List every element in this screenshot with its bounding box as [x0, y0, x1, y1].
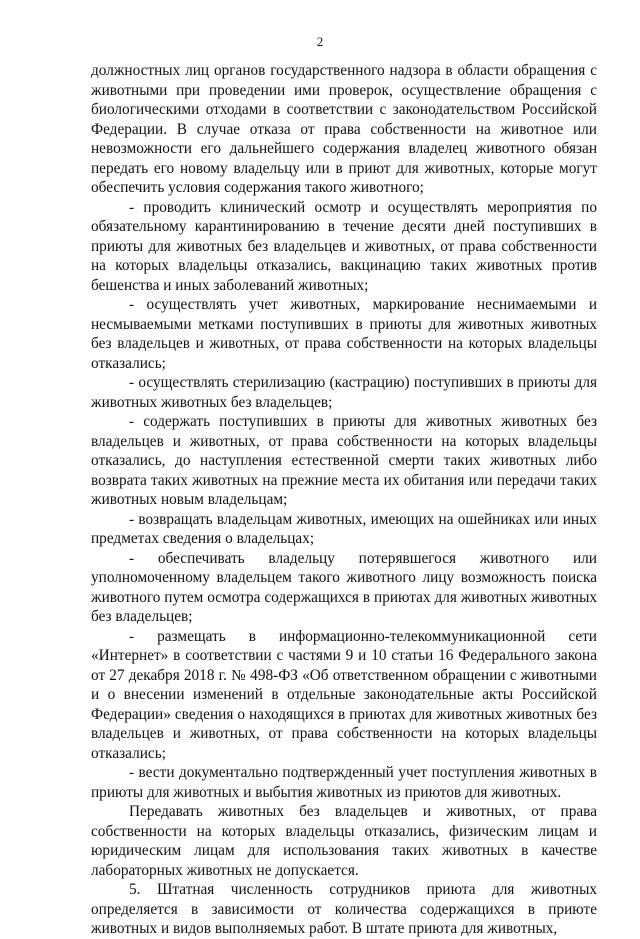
- list-item: - возвращать владельцам животных, имеющих на ошейниках или иных предметах сведения о владельцах;: [91, 510, 597, 547]
- document-body: [91, 61, 597, 939]
- paragraph: Передавать животных без владельцев и животных, от права собственности на которых владельцы отказались, физическим лицам и юридическим лицам для использования таких животных в качестве лабораторных животных не допускается.: [91, 803, 597, 879]
- list-item: - проводить клинический осмотр и осуществлять мероприятия по обязательному карантинированию в течение десяти дней поступивших в приюты для животных без владельцев и животных, от права собственности на которых владельцы отказались, вакцинацию таких животных против бешенства и иных заболеваний животных;: [91, 198, 597, 294]
- list-item: - вести документально подтвержденный учет поступления животных в приюты для животных и выбытия животных из приютов для животных.: [91, 764, 597, 801]
- page-number: 2: [316, 34, 324, 49]
- list-item: - содержать поступивших в приюты для животных животных без владельцев и животных, от права собственности на которых владельцы отказались, до наступления естественной смерти таких животных либо возврата таких животных на прежние места их обитания или передачи таких животных новым владельцам;: [91, 413, 597, 508]
- list-item: - размещать в информационно-телекоммуникационной сети «Интернет» в соответствии с частями 9 и 10 статьи 16 Федерального закона от 27 декабря 2018 г. № 498-ФЗ «Об ответственном обращении с животными и о внесении изменений в отдельные законодательные акты Российской Федерации» сведения о находящихся в приютах для животных животных без владельцев и животных, от права собственности на которых владельцы отказались;: [91, 627, 597, 762]
- list-item: - обеспечивать владельцу потерявшегося животного или уполномоченному владельцем такого животного лицу возможность поиска животного путем осмотра содержащихся в приютах для животных животных без владельцев;: [91, 549, 597, 625]
- section-paragraph: 5. Штатная численность сотрудников приюта для животных определяется в зависимости от количества содержащихся в приюте животных и видов выполняемых работ. В штате приюта для животных,: [91, 881, 597, 937]
- list-item: - осуществлять учет животных, маркирование неснимаемыми и несмываемыми метками поступивших в приюты для животных животных без владельцев и животных, от права собственности на которых владельцы отказались;: [91, 296, 597, 372]
- paragraph: должностных лиц органов государственного надзора в области обращения с животными при проведении ими проверок, осуществление обращения с биологическими отходами в соответствии с законодательством Российской Федерации. В случае отказа от права собственности на животное или невозможности его дальнейшего содержания владелец животного обязан передать его новому владельцу или в приют для животных, которые могут обеспечить условия содержания такого животного;: [91, 62, 597, 196]
- list-item: - осуществлять стерилизацию (кастрацию) поступивших в приюты для животных животных без владельцев;: [91, 374, 597, 411]
